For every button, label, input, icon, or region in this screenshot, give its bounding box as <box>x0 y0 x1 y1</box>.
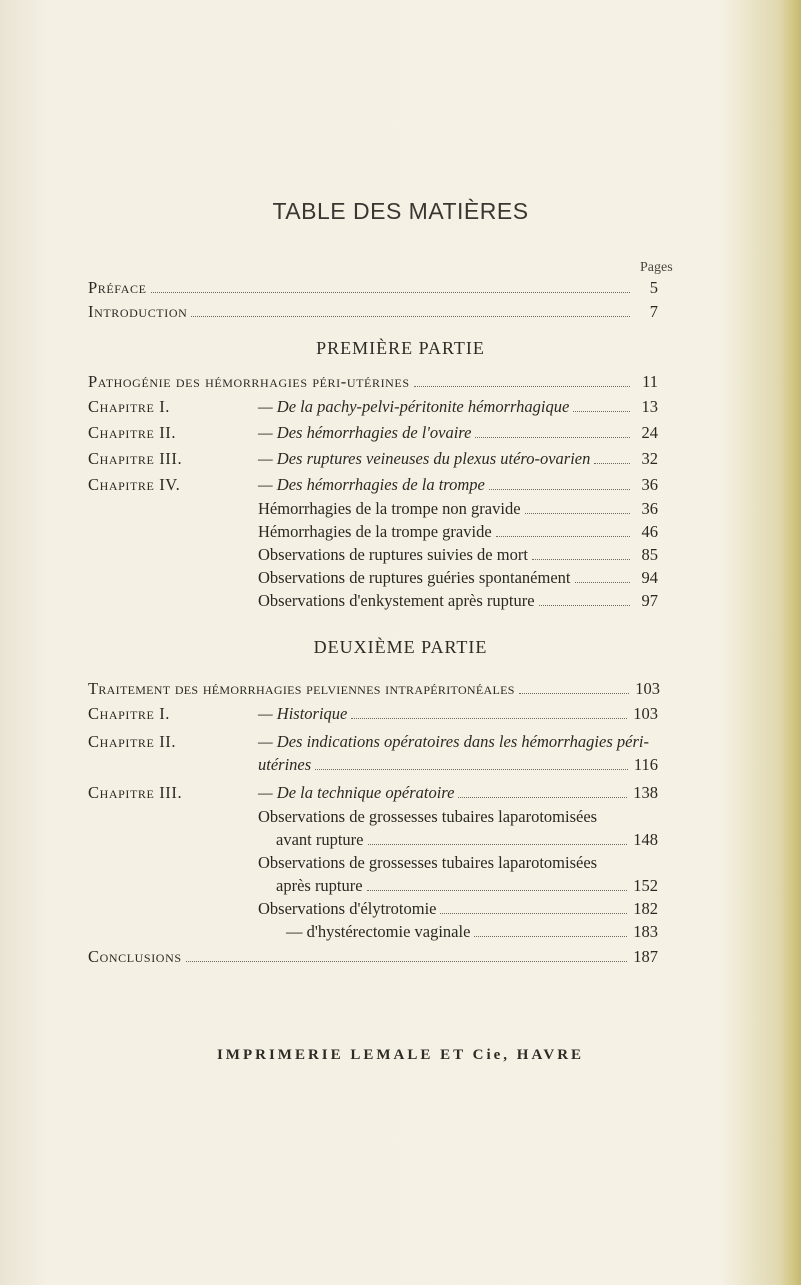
toc-page-number: 116 <box>633 755 658 774</box>
toc-subentry[interactable] <box>258 591 658 613</box>
toc-page-number: 97 <box>641 591 658 610</box>
toc-page-number: 103 <box>635 679 660 698</box>
toc-page-number: 152 <box>633 876 658 895</box>
toc-subentry-label: Hémorrhagies de la trompe gravide <box>258 522 492 541</box>
dot-leader <box>525 513 630 514</box>
toc-entry-part2-chapter-1[interactable] <box>88 704 658 726</box>
chapter-title: — Des hémorrhagies de l'ovaire <box>258 423 472 442</box>
toc-page-number: 94 <box>641 568 658 587</box>
toc-subentry-label: Observations de grossesses tubaires laparotomisées <box>258 853 598 872</box>
dot-leader <box>496 536 630 537</box>
toc-subentry-label: Observations de ruptures suivies de mort <box>258 545 528 564</box>
toc-entry-part2-chapter-3[interactable] <box>88 783 658 805</box>
toc-page-number: 36 <box>641 475 658 494</box>
dot-leader <box>414 386 630 387</box>
toc-entry-label: Pathogénie des hémorrhagies péri-utérines <box>88 372 410 391</box>
chapter-tag: Chapitre III. <box>88 783 183 802</box>
dot-leader <box>474 936 627 937</box>
toc-page-number: 24 <box>641 423 658 442</box>
toc-page-number: 11 <box>642 372 658 391</box>
toc-entry-conclusions[interactable] <box>88 947 658 969</box>
dot-leader <box>475 437 630 438</box>
dot-leader <box>575 582 630 583</box>
toc-subentry-label: Observations d'élytrotomie <box>258 899 437 918</box>
pages-column-label: Pages <box>640 260 673 275</box>
toc-subentry[interactable] <box>258 522 658 544</box>
toc-entry-part2-chapter-2-continued[interactable] <box>258 755 658 777</box>
toc-page-number: 46 <box>641 522 658 541</box>
toc-entry-label: Conclusions <box>88 947 182 966</box>
chapter-title: — Des hémorrhagies de la trompe <box>258 475 485 494</box>
chapter-tag: Chapitre III. <box>88 449 183 468</box>
chapter-title: — Des ruptures veineuses du plexus utéro-ovarien <box>258 449 591 468</box>
dot-leader <box>186 961 628 962</box>
toc-entry-part1-chapter-1[interactable] <box>88 397 658 419</box>
chapter-title: — De la pachy-pelvi-péritonite hémorrhagique <box>258 397 570 416</box>
chapter-tag: Chapitre IV. <box>88 475 181 494</box>
toc-subentry[interactable] <box>258 545 658 567</box>
dot-leader <box>315 769 628 770</box>
chapter-title-continued: utérines <box>258 755 312 774</box>
part-two-heading: DEUXIÈME PARTIE <box>313 637 488 657</box>
toc-entry-label: Préface <box>88 278 147 297</box>
dot-leader <box>191 316 630 317</box>
dot-leader <box>539 605 630 606</box>
toc-page-number: 138 <box>633 783 658 802</box>
part-one-heading: PREMIÈRE PARTIE <box>316 338 485 358</box>
toc-page-number: 36 <box>641 499 658 518</box>
toc-page-number: 13 <box>641 397 658 416</box>
toc-entry-part1-chapter-4[interactable] <box>88 475 658 497</box>
toc-page-number: 183 <box>633 922 658 941</box>
toc-subentry-label: Hémorrhagies de la trompe non gravide <box>258 499 521 518</box>
chapter-tag: Chapitre II. <box>88 423 177 442</box>
dot-leader <box>151 292 631 293</box>
chapter-tag: Chapitre II. <box>88 732 177 751</box>
toc-subentry-label: — d'hystérectomie vaginale <box>286 922 471 941</box>
toc-subentry[interactable] <box>286 922 658 944</box>
toc-page-number: 148 <box>633 830 658 849</box>
dot-leader <box>532 559 630 560</box>
dot-leader <box>489 489 630 490</box>
toc-entry-part2-chapter-2[interactable] <box>88 732 658 754</box>
toc-subentry[interactable] <box>276 830 658 852</box>
toc-entry-label: Traitement des hémorrhagies pelviennes intrapéritonéales <box>88 679 515 698</box>
chapter-title: — Des indications opératoires dans les hémorrhagies péri- <box>258 732 649 751</box>
dot-leader <box>440 913 627 914</box>
dot-leader <box>458 797 627 798</box>
dot-leader <box>351 718 627 719</box>
dot-leader <box>367 890 628 891</box>
toc-page-number: 32 <box>641 449 658 468</box>
toc-page-number: 7 <box>649 302 658 321</box>
toc-page-number: 182 <box>633 899 658 918</box>
toc-entry-label: Introduction <box>88 302 188 321</box>
toc-subentry-label: Observations d'enkystement après rupture <box>258 591 535 610</box>
toc-page-number: 103 <box>633 704 658 723</box>
toc-subentry[interactable] <box>276 876 658 898</box>
printer-imprint: IMPRIMERIE LEMALE ET Cie, HAVRE <box>216 1047 585 1063</box>
chapter-title: — De la technique opératoire <box>258 783 455 802</box>
toc-entry-traitement[interactable] <box>88 679 660 701</box>
toc-entry-part1-chapter-2[interactable] <box>88 423 658 445</box>
toc-page-number: 85 <box>641 545 658 564</box>
chapter-tag: Chapitre I. <box>88 397 171 416</box>
toc-page-number: 5 <box>649 278 658 297</box>
toc-subentry-label: Observations de grossesses tubaires laparotomisées <box>258 807 598 826</box>
page-title: TABLE DES MATIÈRES <box>272 198 529 224</box>
toc-entry-preface[interactable] <box>88 278 658 300</box>
dot-leader <box>519 693 630 694</box>
toc-subentry[interactable] <box>258 499 658 521</box>
dot-leader <box>594 463 630 464</box>
dot-leader <box>368 844 628 845</box>
toc-entry-part1-chapter-3[interactable] <box>88 449 658 471</box>
toc-entry-introduction[interactable] <box>88 302 658 324</box>
toc-page-number: 187 <box>633 947 658 966</box>
toc-subentry[interactable] <box>258 568 658 590</box>
toc-subentry-label: avant rupture <box>276 830 364 849</box>
chapter-title: — Historique <box>258 704 348 723</box>
chapter-tag: Chapitre I. <box>88 704 171 723</box>
toc-subentry-label: après rupture <box>276 876 363 895</box>
toc-entry-pathogenie[interactable] <box>88 372 658 394</box>
toc-subentry-label: Observations de ruptures guéries spontanément <box>258 568 571 587</box>
toc-subentry[interactable] <box>258 899 658 921</box>
dot-leader <box>573 411 630 412</box>
